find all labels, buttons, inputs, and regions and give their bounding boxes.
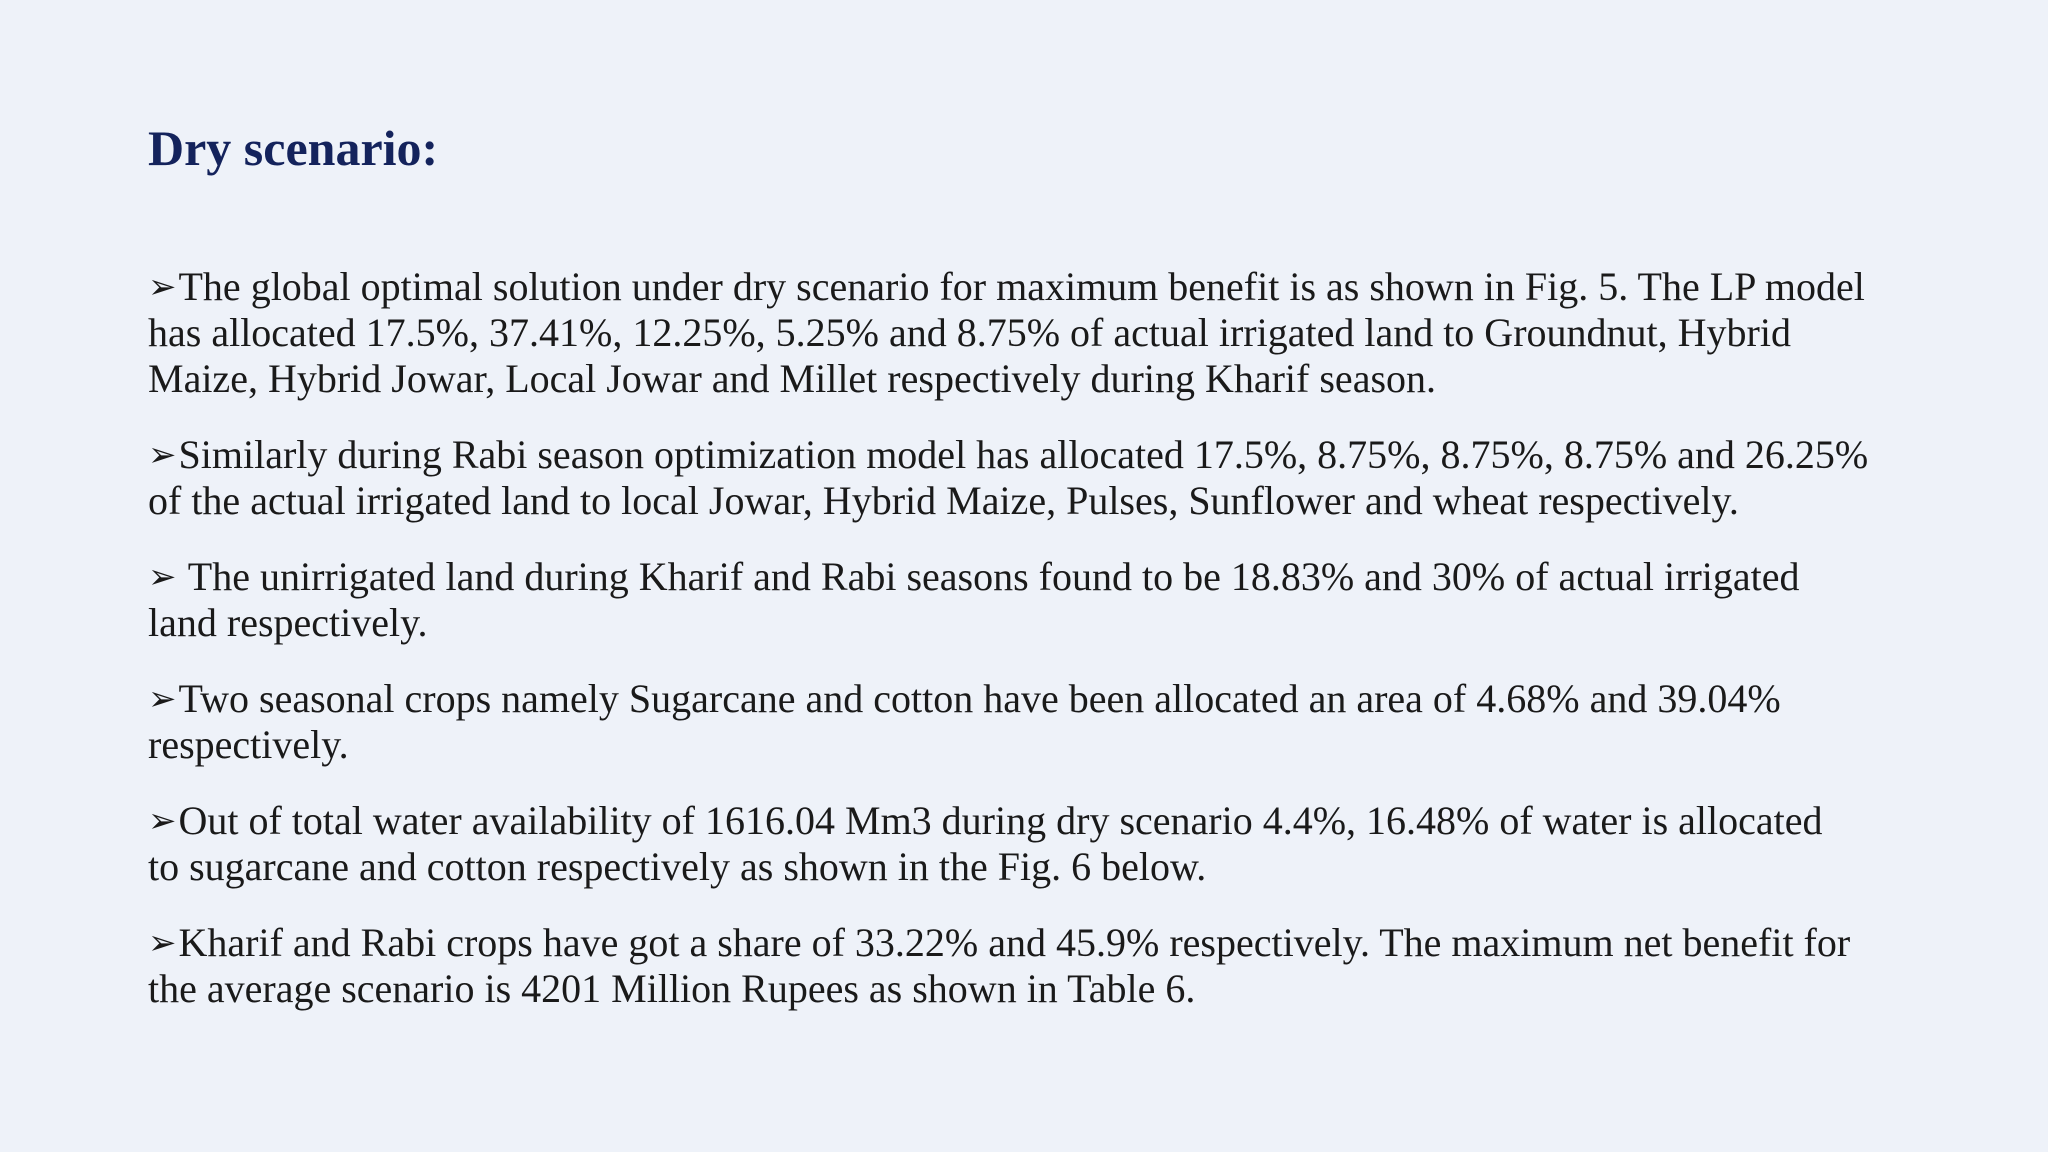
arrowhead-bullet-icon: ➢: [148, 801, 177, 841]
bullet-text: The global optimal solution under dry scenario for maximum benefit is as shown in Fig. 5. The LP model has allocated 17.5%, 37.41%, 12.25%, 5.25% and 8.75% of actual irrigated land to Groundnut, Hybrid Maize, Hybrid Jowar, Local Jowar and Millet respectively during Kharif season.: [148, 264, 1865, 401]
bullet-text: Two seasonal crops namely Sugarcane and cotton have been allocated an area of 4.68% and 39.04% respectively.: [148, 676, 1781, 767]
bullet-list: [148, 264, 1988, 1042]
bullet-item: [148, 432, 1908, 524]
arrowhead-bullet-icon: ➢: [148, 679, 177, 719]
bullet-text: Kharif and Rabi crops have got a share of 33.22% and 45.9% respectively. The maximum net benefit for the average scenario is 4201 Million Rupees as shown in Table 6.: [148, 920, 1851, 1011]
bullet-item: [148, 264, 1888, 402]
arrowhead-bullet-icon: ➢: [148, 435, 177, 475]
bullet-text: Similarly during Rabi season optimization model has allocated 17.5%, 8.75%, 8.75%, 8.75% and 26.25% of the actual irrigated land to local Jowar, Hybrid Maize, Pulses, Sunflower and wheat respectively.: [148, 432, 1869, 523]
bullet-item: [148, 676, 1908, 768]
bullet-text: Out of total water availability of 1616.04 Mm3 during dry scenario 4.4%, 16.48% of water is allocated to sugarcane and cotton respectively as shown in the Fig. 6 below.: [148, 798, 1823, 889]
bullet-item: [148, 920, 1868, 1012]
bullet-text: The unirrigated land during Kharif and Rabi seasons found to be 18.83% and 30% of actual irrigated land respectively.: [148, 554, 1800, 645]
arrowhead-bullet-icon: ➢: [148, 557, 177, 597]
bullet-item: [148, 554, 1848, 646]
bullet-item: [148, 798, 1848, 890]
arrowhead-bullet-icon: ➢: [148, 923, 177, 963]
arrowhead-bullet-icon: ➢: [148, 267, 177, 307]
slide-title: Dry scenario:: [148, 120, 439, 176]
